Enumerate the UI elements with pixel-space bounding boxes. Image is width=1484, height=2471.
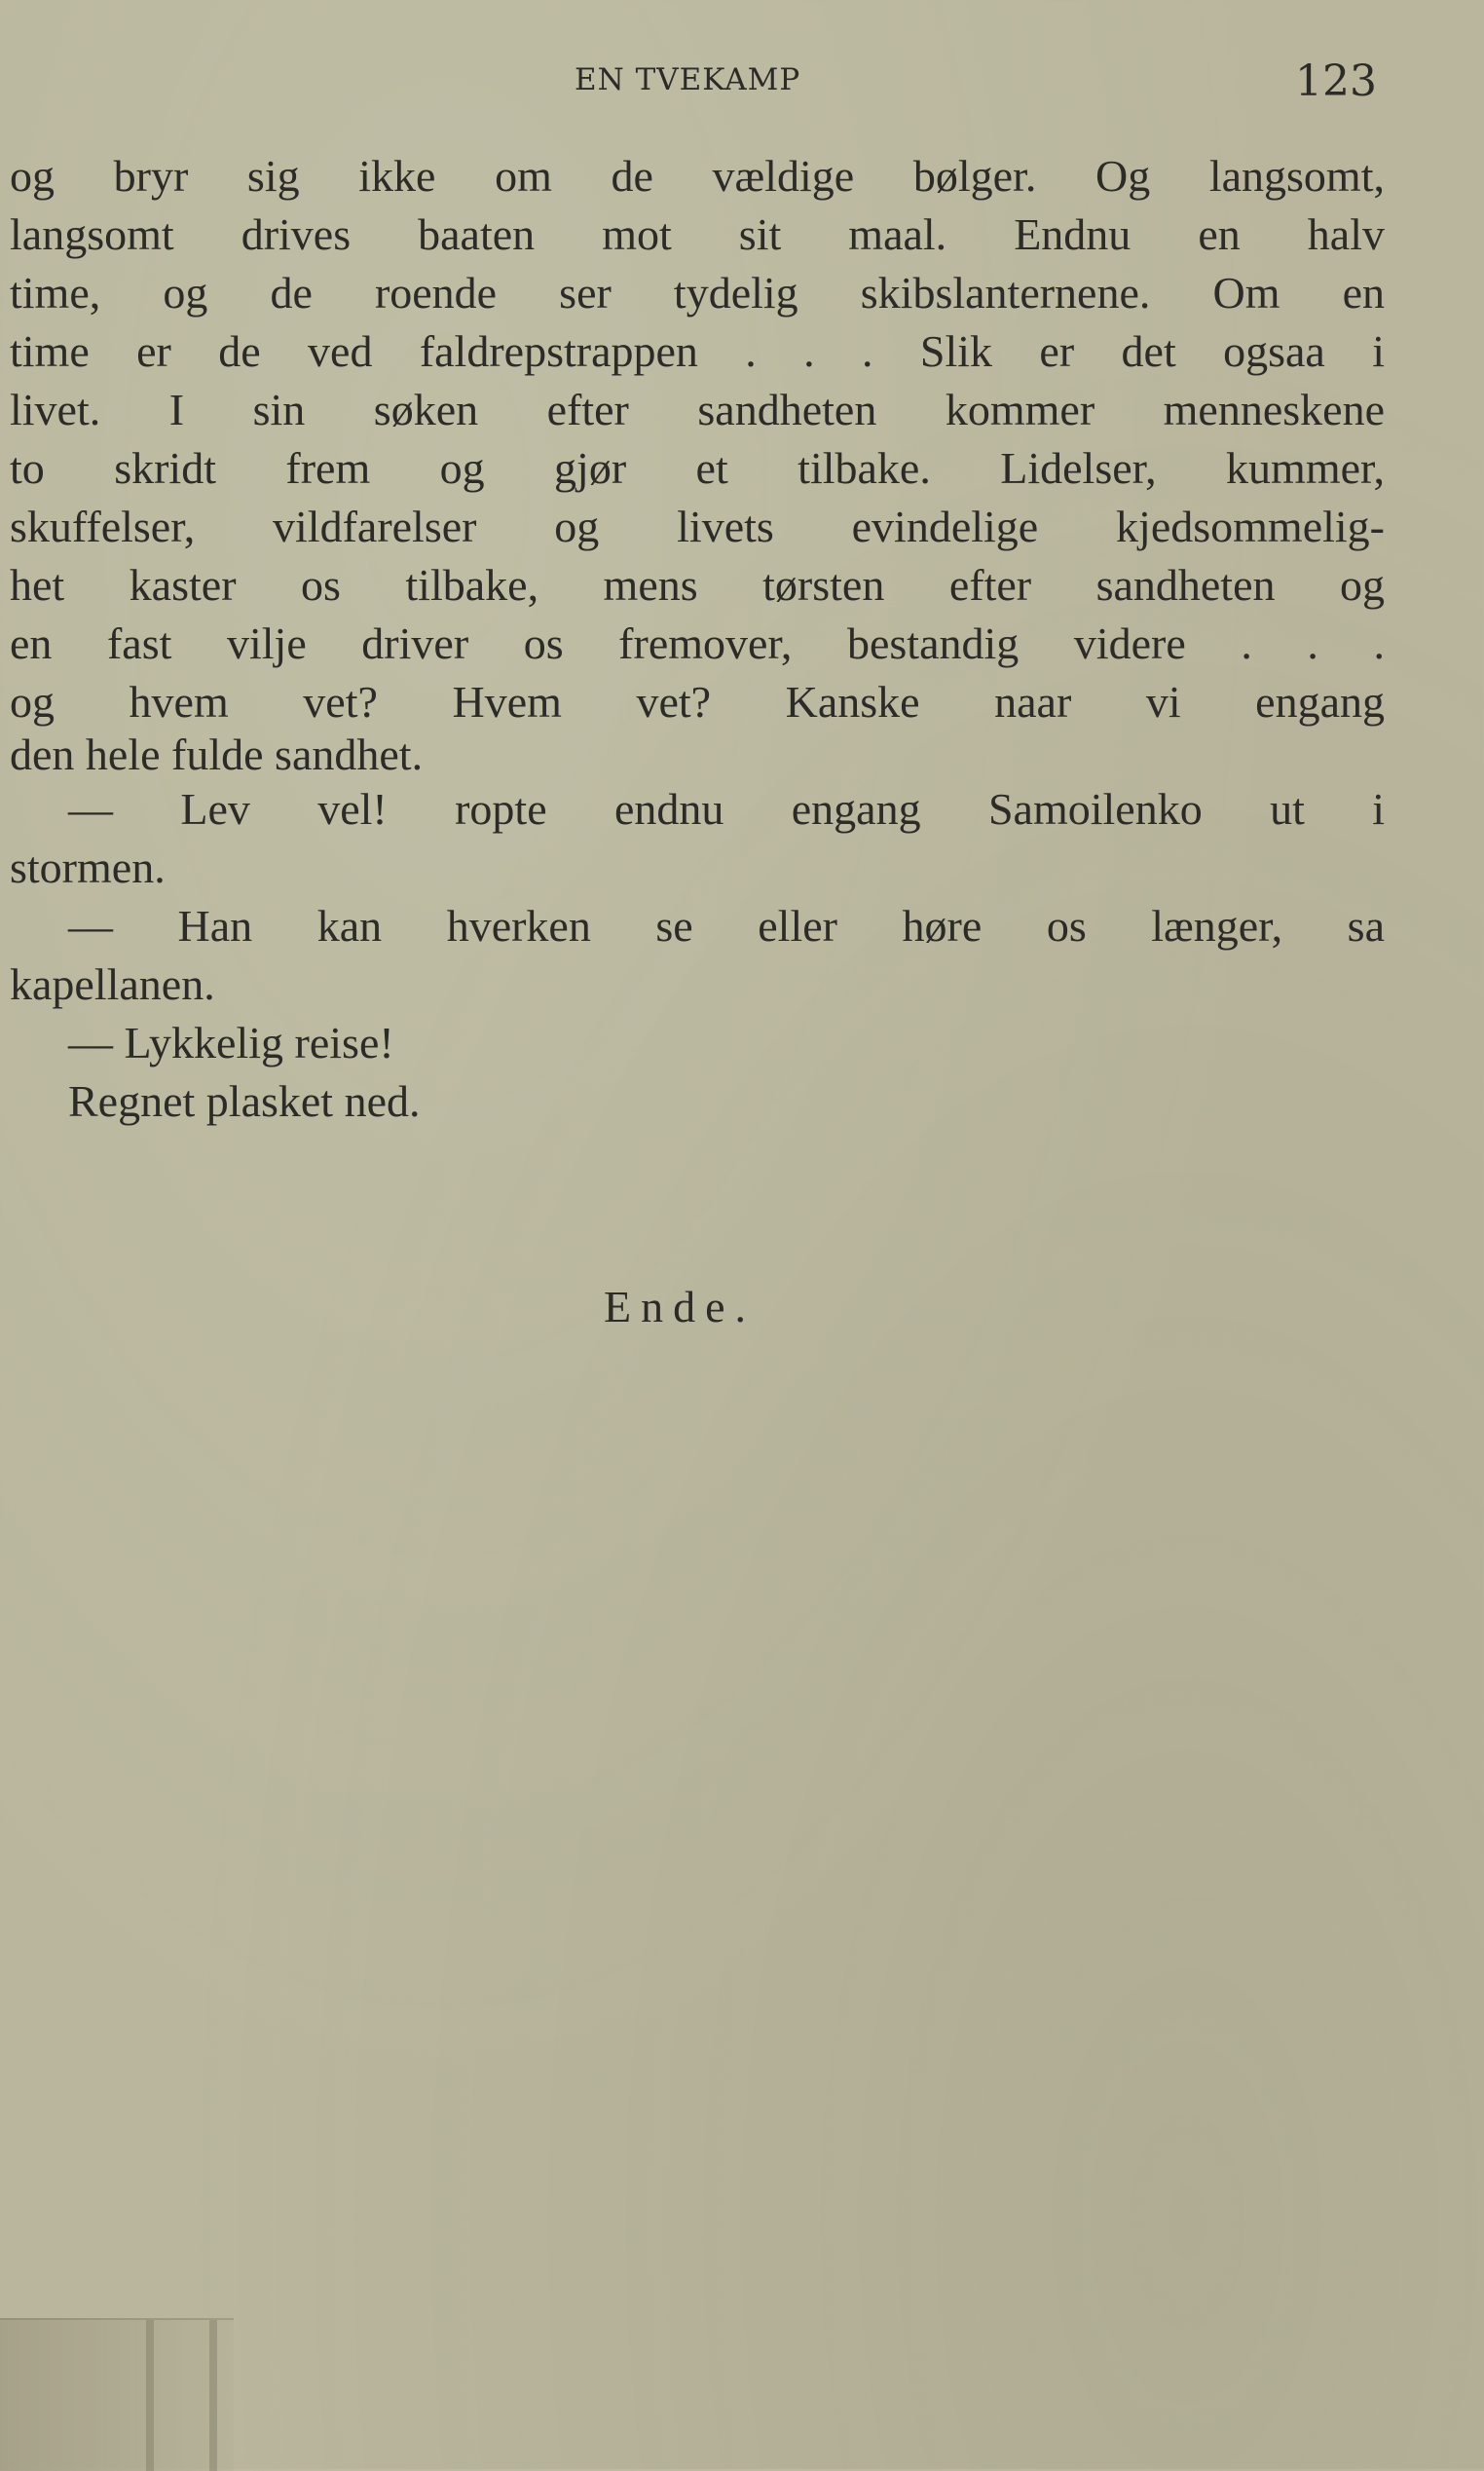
text-line: to skridt frem og gjør et tilbake. Lidelser, kummer, <box>10 443 1385 493</box>
text-line: langsomt drives baaten mot sit maal. Endnu en halv <box>10 209 1385 259</box>
text-line: — Han kan hverken se eller høre os længer, sa <box>68 901 1385 951</box>
text-line: og bryr sig ikke om de vældige bølger. Og langsomt, <box>10 151 1385 201</box>
text-line: livet. I sin søken efter sandheten kommer menneskene <box>10 385 1385 434</box>
ending-text: Ende. <box>604 1282 757 1331</box>
binding-stripe <box>146 2320 154 2471</box>
running-header <box>0 56 1484 115</box>
text-line: time, og de roende ser tydelig skibslanternene. Om en <box>10 268 1385 318</box>
text-line: stormen. <box>10 842 166 892</box>
binding-mark <box>0 2318 234 2471</box>
text-line: time er de ved faldrepstrappen . . . Slik er det ogsaa i <box>10 326 1385 376</box>
text-line: — Lev vel! ropte endnu engang Samoilenko ut i <box>68 784 1385 834</box>
text-line: den hele fulde sandhet. <box>10 730 424 779</box>
text-line: — Lykkelig reise! <box>68 1018 394 1067</box>
text-line: og hvem vet? Hvem vet? Kanske naar vi engang <box>10 677 1385 727</box>
text-line: Regnet plasket ned. <box>68 1076 421 1126</box>
text-line: en fast vilje driver os fremover, bestandig videre . . . <box>10 618 1385 668</box>
text-line: skuffelser, vildfarelser og livets evindelige kjedsommelig- <box>10 502 1385 551</box>
text-line: het kaster os tilbake, mens tørsten efter sandheten og <box>10 560 1385 610</box>
binding-stripe <box>209 2320 217 2471</box>
text-line: kapellanen. <box>10 959 215 1009</box>
running-title: EN TVEKAMP <box>575 62 801 97</box>
page-number: 123 <box>1295 56 1377 106</box>
